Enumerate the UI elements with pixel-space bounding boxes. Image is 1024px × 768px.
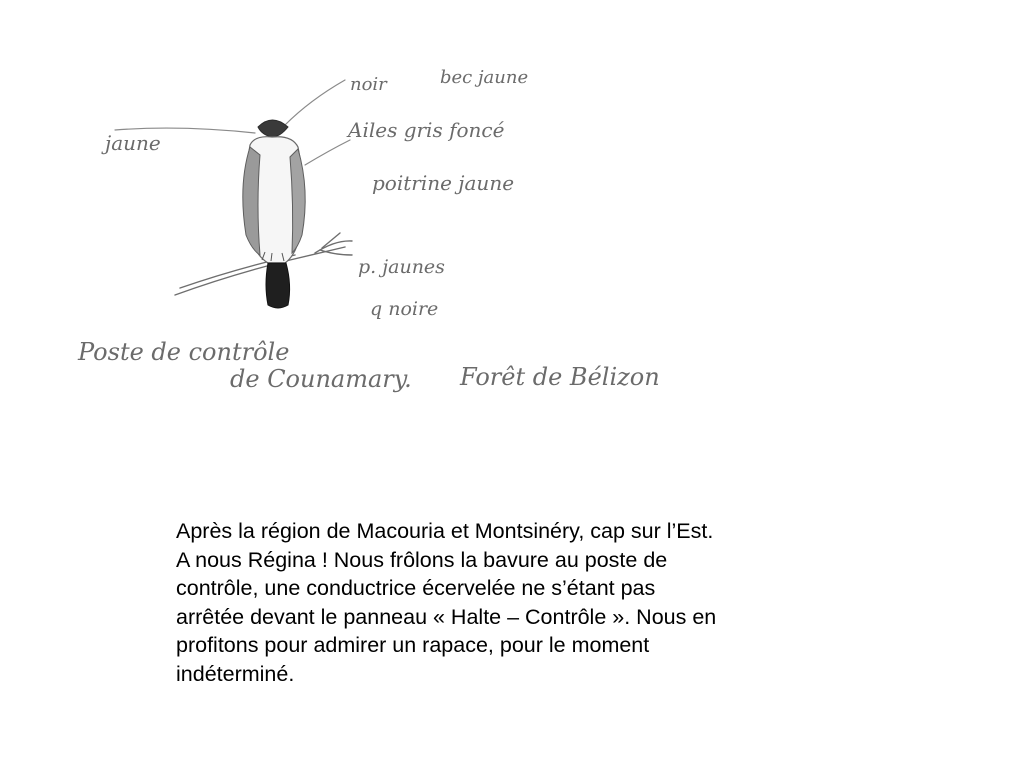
label-poste-line1: Poste de contrôle <box>78 338 290 366</box>
label-poitrine: poitrine jaune <box>372 171 515 195</box>
bird-sketch <box>60 55 700 405</box>
label-pattes: p. jaunes <box>358 256 445 278</box>
label-ailes: Ailes gris foncé <box>348 118 505 142</box>
label-noir: noir <box>350 74 387 95</box>
label-foret: Forêt de Bélizon <box>460 363 660 391</box>
leader-line-noir <box>285 80 345 125</box>
pencil-drawing <box>60 55 700 405</box>
leader-line-ailes <box>305 140 350 165</box>
label-bec-jaune: bec jaune <box>440 67 529 88</box>
label-poste-line2: de Counamary. <box>230 365 412 393</box>
label-jaune: jaune <box>105 131 161 155</box>
bird-body <box>243 120 305 308</box>
caption-text: Après la région de Macouria et Montsinéry, cap sur l’Est. A nous Régina ! Nous frôlons la bavure au poste de contrôle, une conductrice écervelée ne s’étant pas arrêtée devant le panneau « Halte – Contrôle ». Nous en profitons pour admirer un rapace, pour le moment indéterminé. <box>176 519 717 686</box>
handwritten-labels <box>77 67 660 393</box>
label-queue: q noire <box>370 298 439 320</box>
